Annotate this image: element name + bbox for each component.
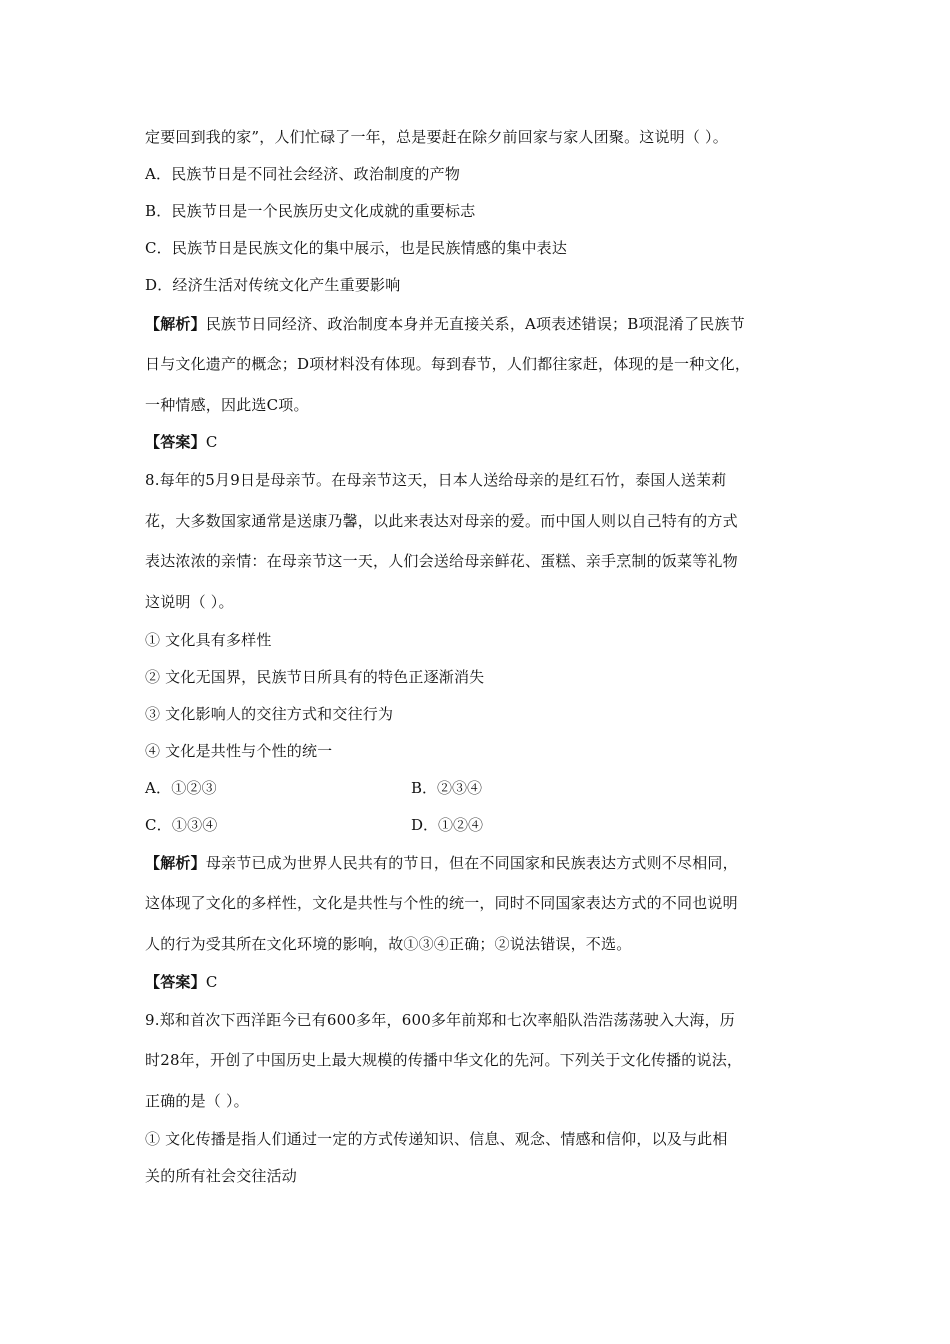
q8-stem-line-1: 8.每年的5月9日是母亲节。在母亲节这天，日本人送给母亲的是红石竹，泰国人送茉莉	[145, 471, 727, 489]
q7-answer-tag: 【答案】	[145, 433, 206, 451]
q7-option-c: C．民族节日是民族文化的集中展示，也是民族情感的集中表达	[145, 239, 568, 257]
q8-analysis-line-3: 人的行为受其所在文化环境的影响，故①③④正确；②说法错误，不选。	[145, 935, 632, 953]
q8-option-d: D．①②④	[411, 816, 484, 834]
q8-analysis-line-2: 这体现了文化的多样性，文化是共性与个性的统一，同时不同国家表达方式的不同也说明	[145, 894, 738, 912]
q9-stem-line-2: 时28年，开创了中国历史上最大规模的传播中华文化的先河。下列关于文化传播的说法，	[145, 1051, 743, 1069]
q7-analysis-line-3: 一种情感，因此选C项。	[145, 396, 309, 414]
q8-option-c: C．①③④	[145, 816, 218, 834]
q7-answer: 【答案】C	[145, 433, 218, 451]
q8-answer: 【答案】C	[145, 973, 218, 991]
q7-analysis-tag: 【解析】	[145, 315, 206, 333]
q8-option-a: A．①②③	[145, 779, 217, 797]
q8-answer-tag: 【答案】	[145, 973, 206, 991]
q7-analysis-line-1: 【解析】民族节日同经济、政治制度本身并无直接关系，A项表述错误；B项混淆了民族节	[145, 315, 745, 333]
q8-analysis-line-1: 【解析】母亲节已成为世界人民共有的节日，但在不同国家和民族表达方式则不尽相同，	[145, 854, 738, 872]
q7-analysis-line-2: 日与文化遗产的概念；D项材料没有体现。每到春节，人们都往家赶，体现的是一种文化，	[145, 355, 751, 373]
q9-stem-line-3: 正确的是（ ）。	[145, 1092, 249, 1110]
q8-option-b: B．②③④	[411, 779, 483, 797]
q7-option-b: B．民族节日是一个民族历史文化成就的重要标志	[145, 202, 476, 220]
q8-analysis-tag: 【解析】	[145, 854, 206, 872]
q8-statement-3: ③ 文化影响人的交往方式和交往行为	[145, 705, 394, 723]
q7-stem-tail: 定要回到我的家”，人们忙碌了一年，总是要赶在除夕前回家与家人团聚。这说明（ ）。	[145, 128, 728, 146]
q7-option-a: A．民族节日是不同社会经济、政治制度的产物	[145, 165, 461, 183]
q9-statement-1-line-2: 关的所有社会交往活动	[145, 1167, 298, 1185]
q8-stem-line-3: 表达浓浓的亲情：在母亲节这一天，人们会送给母亲鲜花、蛋糕、亲手烹制的饭菜等礼物	[145, 552, 738, 570]
q7-option-d: D．经济生活对传统文化产生重要影响	[145, 276, 401, 294]
q8-statement-4: ④ 文化是共性与个性的统一	[145, 742, 333, 760]
q8-stem-line-4: 这说明（ ）。	[145, 593, 234, 611]
q8-statement-2: ② 文化无国界，民族节日所具有的特色正逐渐消失	[145, 668, 485, 686]
q8-stem-line-2: 花，大多数国家通常是送康乃馨，以此来表达对母亲的爱。而中国人则以自己特有的方式	[145, 512, 738, 530]
q9-statement-1-line-1: ① 文化传播是指人们通过一定的方式传递知识、信息、观念、情感和信仰，以及与此相	[145, 1130, 728, 1148]
q8-statement-1: ① 文化具有多样性	[145, 631, 272, 649]
q9-stem-line-1: 9.郑和首次下西洋距今已有600多年，600多年前郑和七次率船队浩浩荡荡驶入大海，历	[145, 1011, 735, 1029]
